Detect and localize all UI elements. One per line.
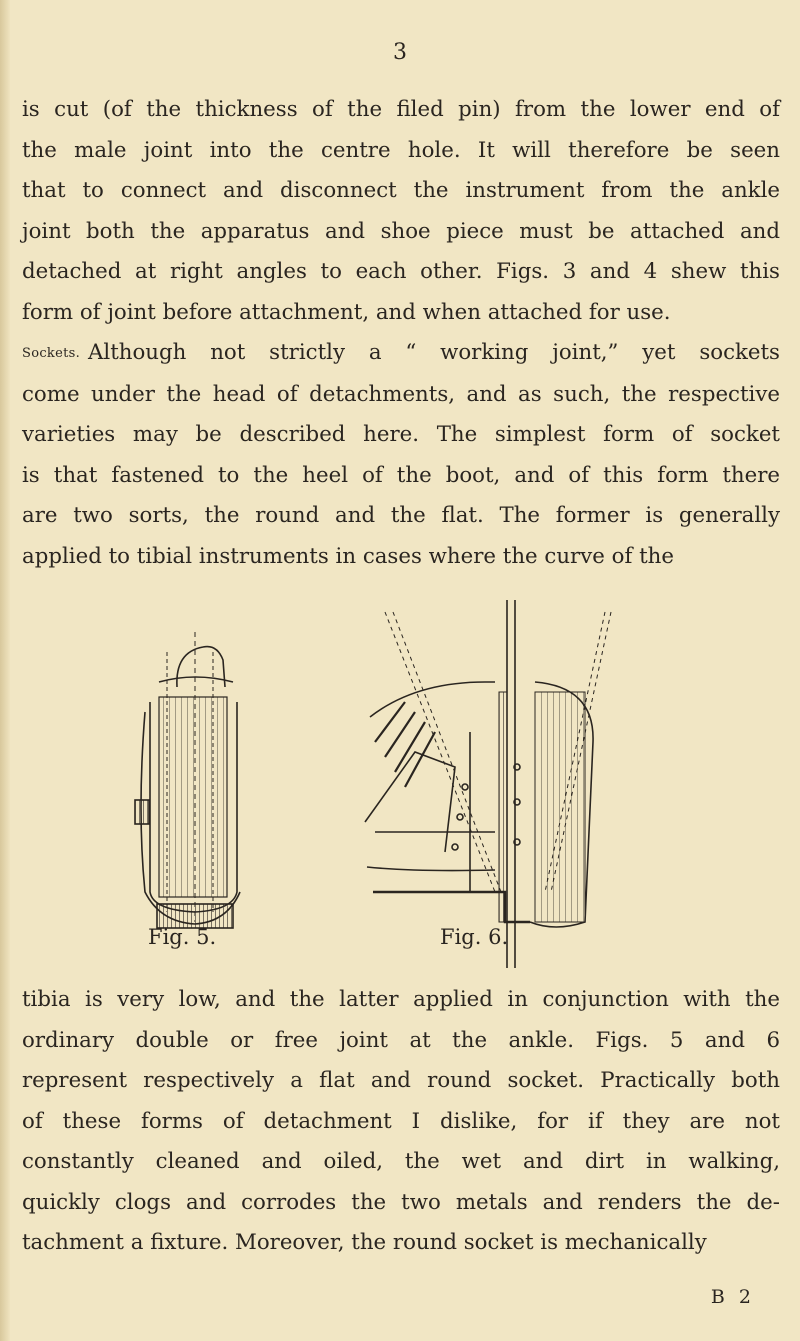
text-line: form of joint before attachment, and when attached for use. (22, 299, 671, 325)
text-line: tibia is very low, and the latter applied in conjunction with the (22, 987, 780, 1012)
figure-6-caption: Fig. 6. (440, 925, 509, 949)
paragraph-top (22, 90, 780, 577)
text-line: that to connect and disconnect the instrument from the ankle (22, 178, 780, 203)
page-edge (0, 0, 10, 1341)
text-line: are two sorts, the round and the flat. The former is generally (22, 503, 780, 528)
text-line: is cut (of the thickness of the filed pin) from the lower end of (22, 97, 780, 122)
paragraph-bottom (22, 980, 780, 1264)
figure-5-caption: Fig. 5. (148, 925, 217, 949)
text-line: ordinary double or free joint at the ankle. Figs. 5 and 6 (22, 1027, 780, 1053)
text-line-with-sidenote (22, 333, 780, 375)
text-line: come under the head of detachments, and as such, the respective (22, 381, 780, 407)
text-line: of these forms of detachment I dislike, for if they are not (22, 1108, 780, 1134)
text-line: applied to tibial instruments in cases where the curve of the (22, 543, 674, 569)
text-line: constantly cleaned and oiled, the wet and dirt in walking, (22, 1149, 780, 1174)
sidenote-sockets: Sockets. (22, 346, 81, 361)
figure-6-round-socket (365, 600, 611, 968)
socket-illustrations (115, 592, 615, 968)
signature-mark: B 2 (710, 1286, 755, 1308)
text-line: quickly clogs and corrodes the two metals and renders the de- (22, 1189, 780, 1215)
text-line: is that fastened to the heel of the boot, and of this form there (22, 462, 780, 488)
text-line: Although not strictly a “ working joint,” yet sockets (88, 340, 780, 365)
text-line: the male joint into the centre hole. It will therefore be seen (22, 137, 780, 163)
page-number: 3 (393, 40, 407, 65)
text-line: joint both the apparatus and shoe piece must be attached and (22, 218, 780, 244)
text-line: detached at right angles to each other. Figs. 3 and 4 shew this (22, 259, 780, 284)
text-line: tachment a fixture. Moreover, the round socket is mechanically (22, 1230, 707, 1255)
figure-5-flat-socket (135, 632, 240, 928)
text-line: represent respectively a flat and round socket. Practically both (22, 1068, 780, 1093)
text-line: varieties may be described here. The simplest form of socket (22, 422, 780, 447)
